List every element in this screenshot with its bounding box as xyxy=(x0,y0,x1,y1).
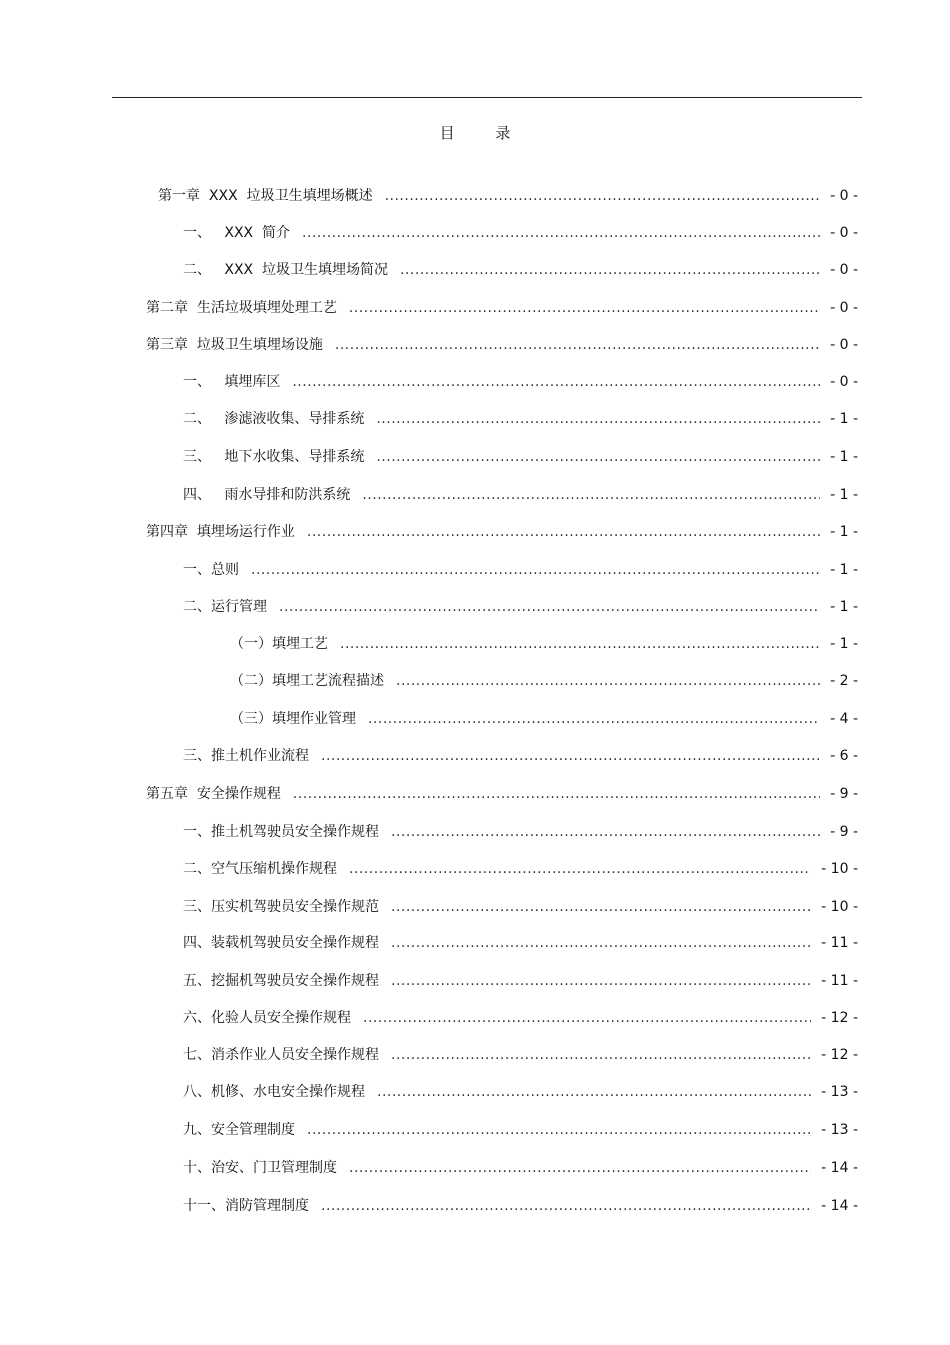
toc-dot-leader xyxy=(349,1158,811,1178)
toc-dot-leader xyxy=(368,709,820,729)
toc-page-number: - 13 - xyxy=(821,1084,858,1100)
toc-entry[interactable] xyxy=(183,1045,858,1065)
toc-dot-leader xyxy=(376,409,820,429)
toc-entry[interactable] xyxy=(183,822,858,842)
toc-page-number: - 6 - xyxy=(830,748,858,764)
toc-entry[interactable] xyxy=(158,186,858,206)
toc-entry[interactable] xyxy=(183,933,858,953)
toc-dot-leader xyxy=(321,746,820,766)
toc-entry[interactable] xyxy=(183,971,858,991)
toc-entry-label: 第五章 安全操作规程 xyxy=(146,786,281,802)
toc-entry-label: 三、 地下水收集、导排系统 xyxy=(183,449,365,465)
toc-page-number: - 0 - xyxy=(830,337,858,353)
toc-entry[interactable] xyxy=(183,560,858,580)
toc-dot-leader xyxy=(349,859,811,879)
toc-dot-leader xyxy=(400,260,820,280)
toc-page-number: - 0 - xyxy=(830,225,858,241)
toc-page-number: - 1 - xyxy=(830,449,858,465)
toc-dot-leader xyxy=(335,335,820,355)
toc-dot-leader xyxy=(377,1082,811,1102)
toc-page-number: - 1 - xyxy=(830,411,858,427)
toc-entry[interactable] xyxy=(183,1082,858,1102)
toc-page-number: - 14 - xyxy=(821,1160,858,1176)
toc-entry[interactable] xyxy=(183,1196,858,1216)
toc-entry[interactable] xyxy=(230,709,858,729)
toc-entry-label: 八、机修、水电安全操作规程 xyxy=(183,1084,365,1100)
toc-page-number: - 9 - xyxy=(830,824,858,840)
toc-page-number: - 11 - xyxy=(821,973,858,989)
toc-entry[interactable] xyxy=(183,223,858,243)
toc-dot-leader xyxy=(385,186,821,206)
toc-entry[interactable] xyxy=(183,260,858,280)
toc-entry-label: 四、装载机驾驶员安全操作规程 xyxy=(183,935,379,951)
toc-dot-leader xyxy=(391,933,811,953)
toc-dot-leader xyxy=(251,560,820,580)
toc-entry-label: （二）填埋工艺流程描述 xyxy=(230,673,384,689)
toc-page-number: - 10 - xyxy=(821,861,858,877)
toc-page-number: - 0 - xyxy=(830,188,858,204)
toc-page-number: - 9 - xyxy=(830,786,858,802)
toc-page-number: - 0 - xyxy=(830,262,858,278)
toc-entry-label: 第二章 生活垃圾填埋处理工艺 xyxy=(146,300,337,316)
toc-entry[interactable] xyxy=(230,634,858,654)
toc-page-number: - 12 - xyxy=(821,1010,858,1026)
toc-entry-label: 一、推土机驾驶员安全操作规程 xyxy=(183,824,379,840)
toc-page-number: - 1 - xyxy=(830,599,858,615)
toc-entry-label: 第四章 填埋场运行作业 xyxy=(146,524,295,540)
toc-entry[interactable] xyxy=(183,1008,858,1028)
toc-entry-label: 第一章 XXX 垃圾卫生填埋场概述 xyxy=(158,188,373,204)
toc-page-number: - 14 - xyxy=(821,1198,858,1214)
toc-dot-leader xyxy=(340,634,820,654)
toc-entry-label: 七、消杀作业人员安全操作规程 xyxy=(183,1047,379,1063)
toc-dot-leader xyxy=(391,897,811,917)
toc-page-number: - 1 - xyxy=(830,487,858,503)
toc-entry[interactable] xyxy=(146,784,858,804)
toc-entry-label: 二、 XXX 垃圾卫生填埋场简况 xyxy=(183,262,389,278)
toc-entry[interactable] xyxy=(146,522,858,542)
toc-dot-leader xyxy=(396,671,820,691)
toc-entry-label: 一、总则 xyxy=(183,562,239,578)
toc-dot-leader xyxy=(321,1196,811,1216)
toc-entry[interactable] xyxy=(183,746,858,766)
toc-dot-leader xyxy=(362,485,820,505)
toc-entry-label: 十、治安、门卫管理制度 xyxy=(183,1160,337,1176)
toc-entry[interactable] xyxy=(183,372,858,392)
toc-entry-label: 三、压实机驾驶员安全操作规范 xyxy=(183,899,379,915)
toc-page-number: - 13 - xyxy=(821,1122,858,1138)
toc-dot-leader xyxy=(293,784,820,804)
toc-entry-label: 第三章 垃圾卫生填埋场设施 xyxy=(146,337,323,353)
toc-dot-leader xyxy=(363,1008,811,1028)
toc-dot-leader xyxy=(376,447,820,467)
toc-entry[interactable] xyxy=(183,485,858,505)
toc-dot-leader xyxy=(391,822,820,842)
toc-entry-label: 五、挖掘机驾驶员安全操作规程 xyxy=(183,973,379,989)
toc-dot-leader xyxy=(307,522,820,542)
toc-dot-leader xyxy=(292,372,820,392)
toc-entry-label: 三、推土机作业流程 xyxy=(183,748,309,764)
toc-entry[interactable] xyxy=(183,409,858,429)
toc-dot-leader xyxy=(307,1120,811,1140)
toc-page-number: - 0 - xyxy=(830,300,858,316)
toc-entry-label: 六、化验人员安全操作规程 xyxy=(183,1010,351,1026)
toc-dot-leader xyxy=(391,971,811,991)
toc-page-number: - 0 - xyxy=(830,374,858,390)
toc-page-number: - 12 - xyxy=(821,1047,858,1063)
toc-entry-label: 九、安全管理制度 xyxy=(183,1122,295,1138)
toc-entry-label: 一、 XXX 简介 xyxy=(183,225,291,241)
toc-entry-label: （三）填埋作业管理 xyxy=(230,711,356,727)
toc-entry[interactable] xyxy=(183,897,858,917)
toc-entry-label: 二、运行管理 xyxy=(183,599,267,615)
toc-dot-leader xyxy=(302,223,820,243)
toc-entry[interactable] xyxy=(183,447,858,467)
toc-entry[interactable] xyxy=(183,1158,858,1178)
toc-entry-label: （一）填埋工艺 xyxy=(230,636,328,652)
toc-page-number: - 2 - xyxy=(830,673,858,689)
toc-entry[interactable] xyxy=(146,335,858,355)
toc-dot-leader xyxy=(391,1045,811,1065)
toc-entry-label: 四、 雨水导排和防洪系统 xyxy=(183,487,351,503)
toc-page-number: - 1 - xyxy=(830,562,858,578)
toc-entry-label: 二、 渗滤液收集、导排系统 xyxy=(183,411,365,427)
toc-page-number: - 1 - xyxy=(830,636,858,652)
toc-page-number: - 1 - xyxy=(830,524,858,540)
toc-entry-label: 一、 填埋库区 xyxy=(183,374,281,390)
toc-entry-label: 十一、消防管理制度 xyxy=(183,1198,309,1214)
toc-entry[interactable] xyxy=(183,859,858,879)
toc-entry[interactable] xyxy=(146,298,858,318)
toc-dot-leader xyxy=(349,298,820,318)
toc-entry-label: 二、空气压缩机操作规程 xyxy=(183,861,337,877)
toc-title: 目 录 xyxy=(439,124,529,142)
toc-dot-leader xyxy=(279,597,820,617)
toc-entry[interactable] xyxy=(183,1120,858,1140)
toc-page-number: - 11 - xyxy=(821,935,858,951)
toc-entry[interactable] xyxy=(183,597,858,617)
toc-page-number: - 4 - xyxy=(830,711,858,727)
toc-entry[interactable] xyxy=(230,671,858,691)
toc-page-number: - 10 - xyxy=(821,899,858,915)
